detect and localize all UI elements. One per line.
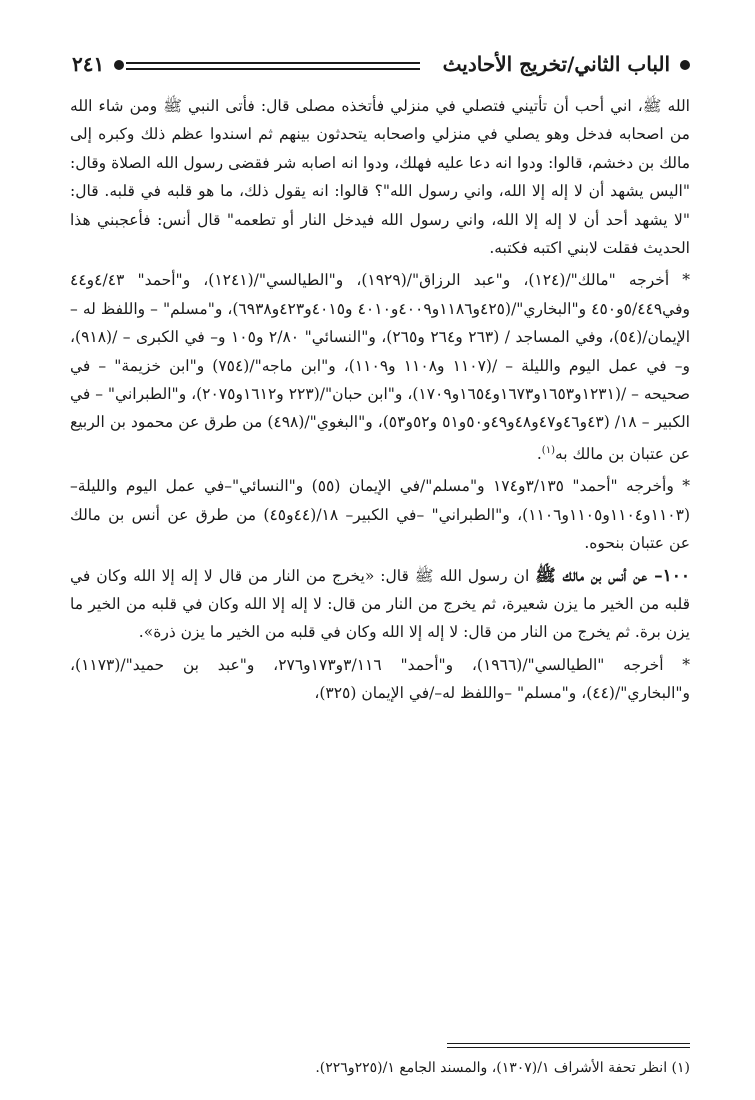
paragraph-4 bbox=[70, 562, 690, 647]
main-text bbox=[70, 92, 690, 712]
footnote-reference[interactable]: (١) bbox=[541, 444, 555, 456]
header-rule-bottom bbox=[126, 68, 420, 70]
paragraph-2-text: * أخرجه "مالك"/(١٢٤)، و"عبد الرزاق"/(١٩٢٩)، و"الطيالسي"/(١٢٤١)، و"أحمد" ٤/٤٣و٤٤ وفي٥/٤٤٩و٤٥٠ و"البخاري"/(٤٢٥و١١٨٦و٤٠٠٩و٤٠١٠ و٤٠١٥و٤٢٣و٦٩٣٨)، و"مسلم" – واللفظ له – الإيمان/(٥٤)، وفي المساجد / (٢٦٣ و٢٦٤ و٢٦٥)، و"النسائي" ٢/٨٠ و١٠٥ و– في الكبرى – /(٩١٨)، و– في عمل اليوم والليلة – /(١١٠٧ و١١٠٨ و١١٠٩)، و"ابن ماجه"/(٧٥٤) و"ابن خزيمة" – في صحيحه – /(١٢٣١و١٦٥٣و١٦٧٣و١٦٥٤و١٧٠٩)، و"ابن حبان"/(٢٢٣ و١٦١٢و٢٠٧٥)، و"الطبراني" – في الكبير – ١٨/ (٤٣و٤٦و٤٧و٤٨و٤٩و٥٠و٥١ و٥٢و٥٣)، و"البغوي"/(٤٩٨) من طرق عن محمود بن الربيع عن عتبان بن مالك به bbox=[69, 271, 690, 464]
footnote-rule-top bbox=[447, 1043, 690, 1044]
header-ornament-left bbox=[114, 60, 124, 70]
footnote: (١) انظر تحفة الأشراف ١/(١٣٠٧)، والمسند الجامع ١/(٢٢٥و٢٢٦). bbox=[315, 1060, 690, 1076]
header-rule-top bbox=[126, 62, 420, 64]
paragraph-5: * أخرجه "الطيالسي"/(١٩٦٦)، و"أحمد" ٣/١١٦و١٧٣و٢٧٦، و"عبد بن حميد"/(١١٧٣)، و"البخاري"/(٤٤)، و"مسلم" –واللفظ له–/في الإيمان (٣٢٥)، bbox=[70, 655, 691, 703]
page-number: ٢٤١ bbox=[72, 52, 105, 76]
page-header bbox=[70, 50, 690, 86]
header-ornament-right bbox=[680, 60, 690, 70]
chapter-title: الباب الثاني/تخريج الأحاديث bbox=[442, 52, 670, 76]
hadith-text: ان رسول الله ﷺ قال: «يخرج من النار من قال لا إله إلا الله وكان في قلبه من الخير ما يزن شعيرة، ثم يخرج من النار من قال: لا إله إلا الله وكان في قلبه من الخير ما يزن برة. ثم يخرج من النار من قال: لا إله إلا الله وكان في قلبه من الخير ما يزن ذرة». bbox=[70, 566, 690, 642]
hadith-heading: ١٠٠– عن أنس بن مالك ﷺ bbox=[535, 565, 690, 586]
paragraph-3: * وأخرجه "أحمد" ٣/١٣٥و١٧٤ و"مسلم"/في الإيمان (٥٥) و"النسائي"–في عمل اليوم والليلة– (١١٠٣و١١٠٤و١١٠٥و١١٠٦)، و"الطبراني" –في الكبير– ١٨/(٤٤و٤٥) من طرق عن أنس بن مالك عن عتبان بنحوه. bbox=[70, 477, 690, 553]
footnote-rule-bottom bbox=[447, 1047, 690, 1048]
paragraph-2: * أخرجه "مالك"/(١٢٤)، و"عبد الرزاق"/(١٩٢٩)، و"الطيالسي"/(١٢٤١)، و"أحمد" ٤/٤٣و٤٤ وفي٥/٤٤٩و٤٥٠ و"البخاري"/(٤٢٥و١١٨٦و٤٠٠٩و٤٠١٠ و٤٠١٥و٤٢٣و٦٩٣٨)، و"مسلم" – واللفظ له – الإيمان/(٥٤)، وفي المساجد / (٢٦٣ و٢٦٤ و٢٦٥)، و"النسائي" ٢/٨٠ و١٠٥ و– في الكبرى – /(٩١٨)، و– في عمل اليوم والليلة – /(١١٠٧ و١١٠٨ و١١٠٩)، و"ابن ماجه"/(٧٥٤) و"ابن خزيمة" – في صحيحه – /(١٢٣١و١٦٥٣و١٦٧٣و١٦٥٤و١٧٠٩)، و"ابن حبان"/(٢٢٣ و١٦١٢و٢٠٧٥)، و"الطبراني" – في الكبير – ١٨/ (٤٣و٤٦و٤٧و٤٨و٤٩و٥٠و٥١ و٥٢و٥٣)، و"البغوي"/(٤٩٨) من طرق عن محمود بن الربيع عن عتبان بن مالك به$^{(١)}$. bbox=[69, 271, 690, 464]
paragraph-1: الله ﷺ، اني أحب أن تأتيني فتصلي في منزلي فأتخذه مصلى قال: فأتى النبي ﷺ ومن شاء الله من اصحابه فدخل وهو يصلي في منزلي واصحابه يتحدثون بينهم ثم اسندوا عظم ذلك وكبره إلى مالك بن دخشم، قالوا: ودوا انه دعا عليه فهلك، ودوا انه اصابه شر فقضى رسول الله الصلاة وقال: "اليس يشهد أن لا إله إلا الله، واني رسول الله"؟ قالوا: انه يقول ذلك، ما هو قلبه في قلبه. قال: "لا يشهد أحد أن لا إله إلا الله، واني رسول الله فيدخل النار أو تطعمه" قال أنس: فأعجبني هذا الحديث فقلت لابني اكتبه فكتبه. bbox=[70, 97, 690, 258]
